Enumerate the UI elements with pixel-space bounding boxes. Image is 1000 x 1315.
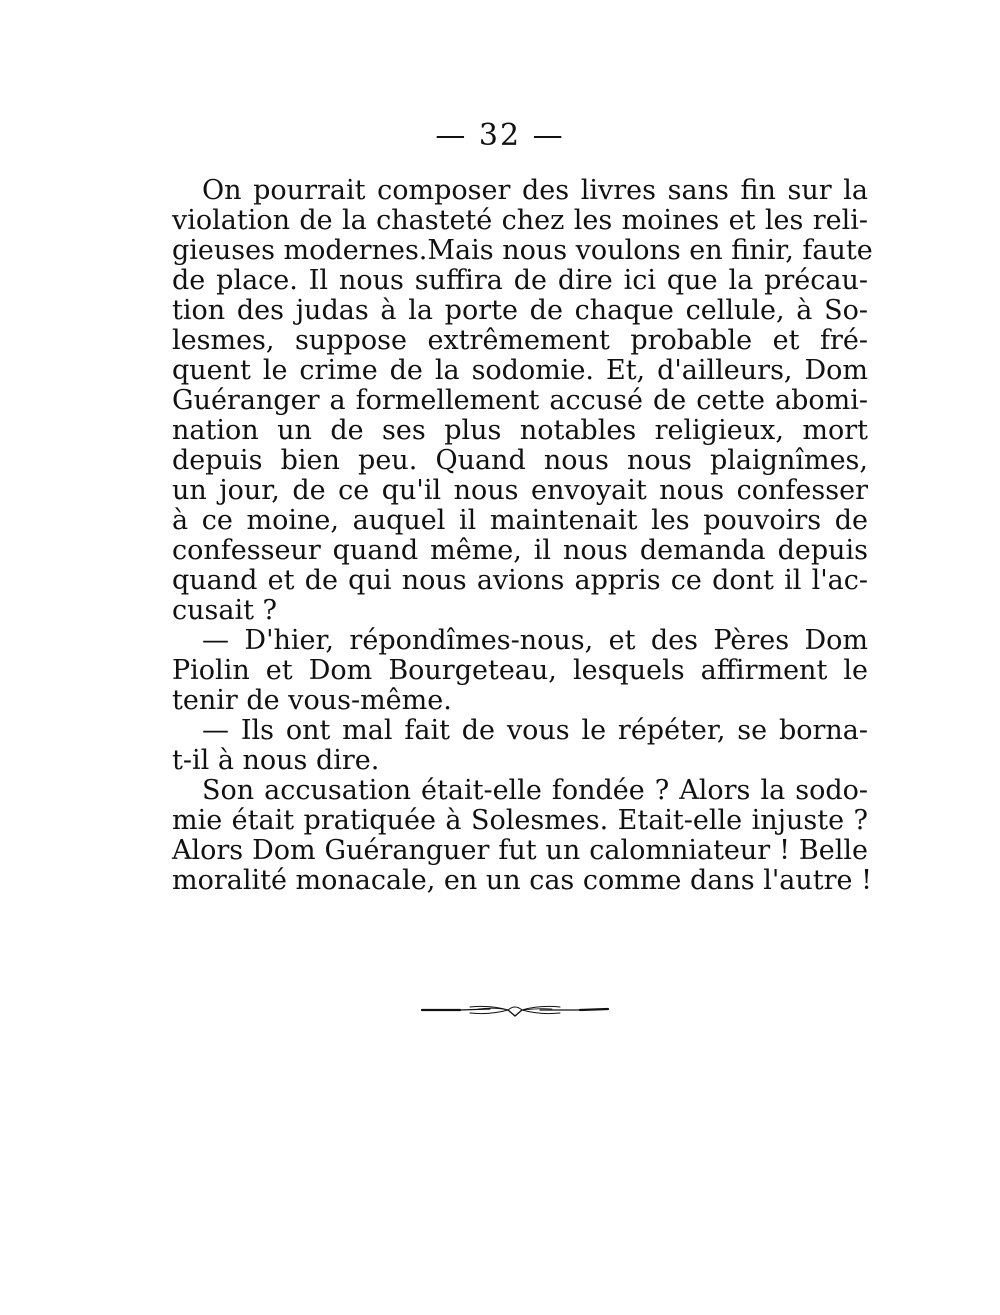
text-line: tenir de vous-même. [172,685,452,716]
text-line: — D'hier, répondîmes-nous, et des Pères Dom [202,625,868,656]
text-line: cusait ? [172,595,278,626]
text-line: de place. Il nous suffira de dire ici que la précau- [172,265,868,296]
text-line: à ce moine, auquel il maintenait les pouvoirs de [172,505,868,536]
body-text [172,175,873,896]
text-line: Alors Dom Guéranguer fut un calomniateur ! Belle [172,835,868,866]
text-line: quand et de qui nous avions appris ce dont il l'ac- [172,565,868,596]
text-line: tion des judas à la porte de chaque cellule, à So- [172,295,868,326]
text-line: confesseur quand même, il nous demanda depuis [172,535,868,566]
text-line: Piolin et Dom Bourgeteau, lesquels affirment le [172,655,868,686]
text-line: moralité monacale, en un cas comme dans l'autre ! [172,865,872,896]
text-line: Son accusation était-elle fondée ? Alors la sodo- [202,775,868,806]
text-line: un jour, de ce qu'il nous envoyait nous confesser [172,475,868,506]
text-line: nation un de ses plus notables religieux, mort [172,415,868,446]
text-line: violation de la chasteté chez les moines et les reli- [172,205,868,236]
text-line: mie était pratiquée à Solesmes. Etait-elle injuste ? [172,805,868,836]
text-line: t-il à nous dire. [172,745,380,776]
decorative-divider [420,998,610,1022]
text-line: lesmes, suppose extrêmement probable et fré- [172,325,868,356]
text-line: quent le crime de la sodomie. Et, d'ailleurs, Dom [172,355,868,386]
text-line: Guéranger a formellement accusé de cette abomi- [172,385,868,416]
page-number: — 32 — [435,118,565,153]
text-line: depuis bien peu. Quand nous nous plaignîmes, [172,445,868,476]
text-line: — Ils ont mal fait de vous le répéter, se borna- [202,715,868,746]
text-line: gieuses modernes.Mais nous voulons en finir, faute [172,235,873,266]
text-line: On pourrait composer des livres sans fin sur la [202,175,868,206]
